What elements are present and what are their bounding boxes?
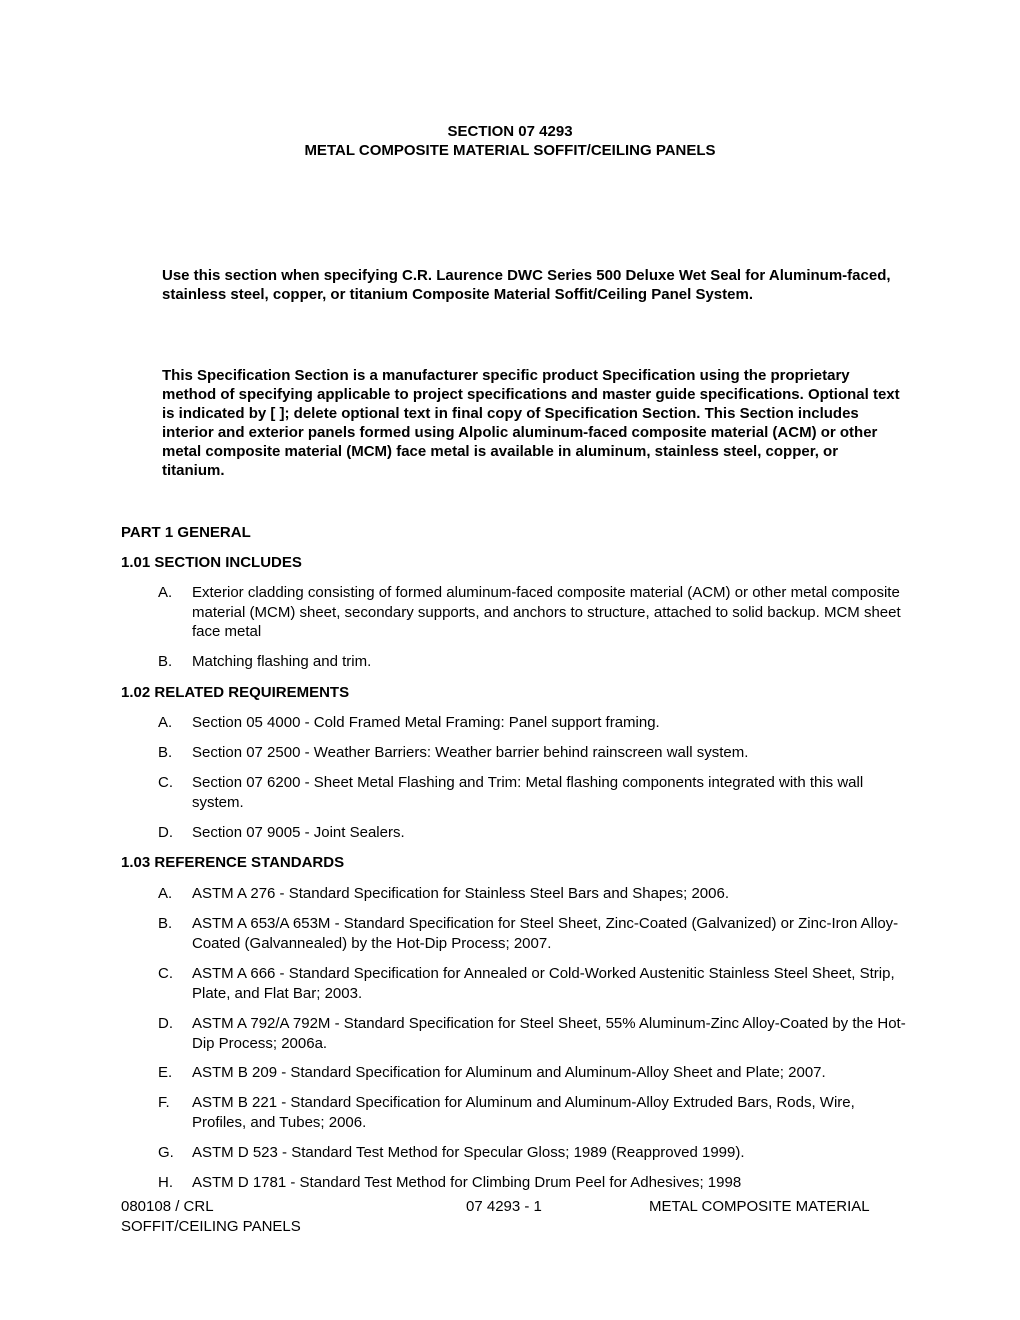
list-item bbox=[158, 743, 908, 763]
list-item bbox=[158, 823, 908, 843]
footer-project-code: 080108 / CRL bbox=[121, 1198, 214, 1215]
item-text: ASTM A 792/A 792M - Standard Specification for Steel Sheet, 55% Aluminum-Zinc Alloy-Coated by the Hot-Dip Process; 2006a. bbox=[192, 1015, 906, 1052]
item-letter: A. bbox=[158, 584, 173, 601]
list-item bbox=[158, 1093, 908, 1132]
item-letter: A. bbox=[158, 714, 173, 731]
list-item bbox=[158, 652, 908, 672]
item-text: ASTM B 209 - Standard Specification for Aluminum and Aluminum-Alloy Sheet and Plate; 2007. bbox=[192, 1064, 826, 1081]
footer-page-number: 07 4293 - 1 bbox=[466, 1198, 542, 1215]
item-text: ASTM A 276 - Standard Specification for Stainless Steel Bars and Shapes; 2006. bbox=[192, 885, 729, 902]
list-item bbox=[158, 1173, 908, 1193]
item-text: ASTM D 523 - Standard Test Method for Specular Gloss; 1989 (Reapproved 1999). bbox=[192, 1144, 745, 1161]
item-letter: C. bbox=[158, 774, 173, 791]
footer-section-title-continued: SOFFIT/CEILING PANELS bbox=[121, 1218, 301, 1235]
item-text: ASTM A 653/A 653M - Standard Specification for Steel Sheet, Zinc-Coated (Galvanized) or Zinc-Iron Alloy-Coated (Galvannealed) by the Hot-Dip Process; 2007. bbox=[192, 915, 899, 952]
specifier-note: Use this section when specifying C.R. Laurence DWC Series 500 Deluxe Wet Seal for Aluminum-faced, stainless steel, copper, or titanium Composite Material Soffit/Ceiling Panel System. bbox=[162, 267, 891, 303]
item-text: Section 07 6200 - Sheet Metal Flashing and Trim: Metal flashing components integrated with this wall system. bbox=[192, 774, 864, 811]
part-heading: PART 1 GENERAL bbox=[121, 524, 251, 541]
item-text: Section 07 9005 - Joint Sealers. bbox=[192, 824, 405, 841]
list-item bbox=[158, 1014, 908, 1053]
list-item bbox=[158, 1063, 908, 1083]
list-item bbox=[158, 713, 908, 733]
list-item bbox=[158, 884, 908, 904]
item-letter: G. bbox=[158, 1144, 174, 1161]
specifier-note: This Specification Section is a manufacturer specific product Specification using the proprietary method of specifying applicable to project specifications and master guide specifications. Optional text is indicated by [ ]; delete optional text in final copy of Specification Section. This Section includes interior and exterior panels formed using Alpolic aluminum-faced composite material (ACM) or other metal composite material (MCM) face metal is available in aluminum, stainless steel, copper, or titanium. bbox=[162, 367, 900, 479]
item-letter: D. bbox=[158, 824, 173, 841]
section-title: METAL COMPOSITE MATERIAL SOFFIT/CEILING PANELS bbox=[304, 142, 716, 159]
item-text: ASTM A 666 - Standard Specification for Annealed or Cold-Worked Austenitic Stainless Steel Sheet, Strip, Plate, and Flat Bar; 2003. bbox=[192, 965, 895, 1002]
item-letter: C. bbox=[158, 965, 173, 982]
item-text: ASTM D 1781 - Standard Test Method for Climbing Drum Peel for Adhesives; 1998 bbox=[192, 1174, 742, 1191]
footer-section-title: METAL COMPOSITE MATERIAL bbox=[649, 1198, 870, 1215]
item-letter: E. bbox=[158, 1064, 173, 1081]
item-text: ASTM B 221 - Standard Specification for Aluminum and Aluminum-Alloy Extruded Bars, Rods, Wire, Profiles, and Tubes; 2006. bbox=[192, 1094, 855, 1131]
article-heading: 1.01 SECTION INCLUDES bbox=[121, 554, 302, 571]
item-letter: B. bbox=[158, 744, 173, 761]
item-letter: H. bbox=[158, 1174, 173, 1191]
list-item bbox=[158, 964, 908, 1003]
item-letter: B. bbox=[158, 653, 173, 670]
item-letter: F. bbox=[158, 1094, 170, 1111]
article-heading: 1.03 REFERENCE STANDARDS bbox=[121, 854, 345, 871]
list-item bbox=[158, 773, 908, 812]
item-letter: D. bbox=[158, 1015, 173, 1032]
item-text: Section 05 4000 - Cold Framed Metal Framing: Panel support framing. bbox=[192, 714, 660, 731]
article-heading: 1.02 RELATED REQUIREMENTS bbox=[121, 684, 350, 701]
item-text: Exterior cladding consisting of formed aluminum-faced composite material (ACM) or other metal composite material (MCM) sheet, secondary supports, and anchors to structure, attached to solid backup. MCM sheet face metal bbox=[192, 584, 901, 640]
item-text: Matching flashing and trim. bbox=[192, 653, 372, 670]
section-number: SECTION 07 4293 bbox=[447, 123, 573, 140]
item-letter: A. bbox=[158, 885, 173, 902]
item-letter: B. bbox=[158, 915, 173, 932]
item-text: Section 07 2500 - Weather Barriers: Weather barrier behind rainscreen wall system. bbox=[192, 744, 749, 761]
list-item bbox=[158, 1143, 908, 1163]
list-item bbox=[158, 583, 908, 642]
list-item bbox=[158, 914, 908, 953]
